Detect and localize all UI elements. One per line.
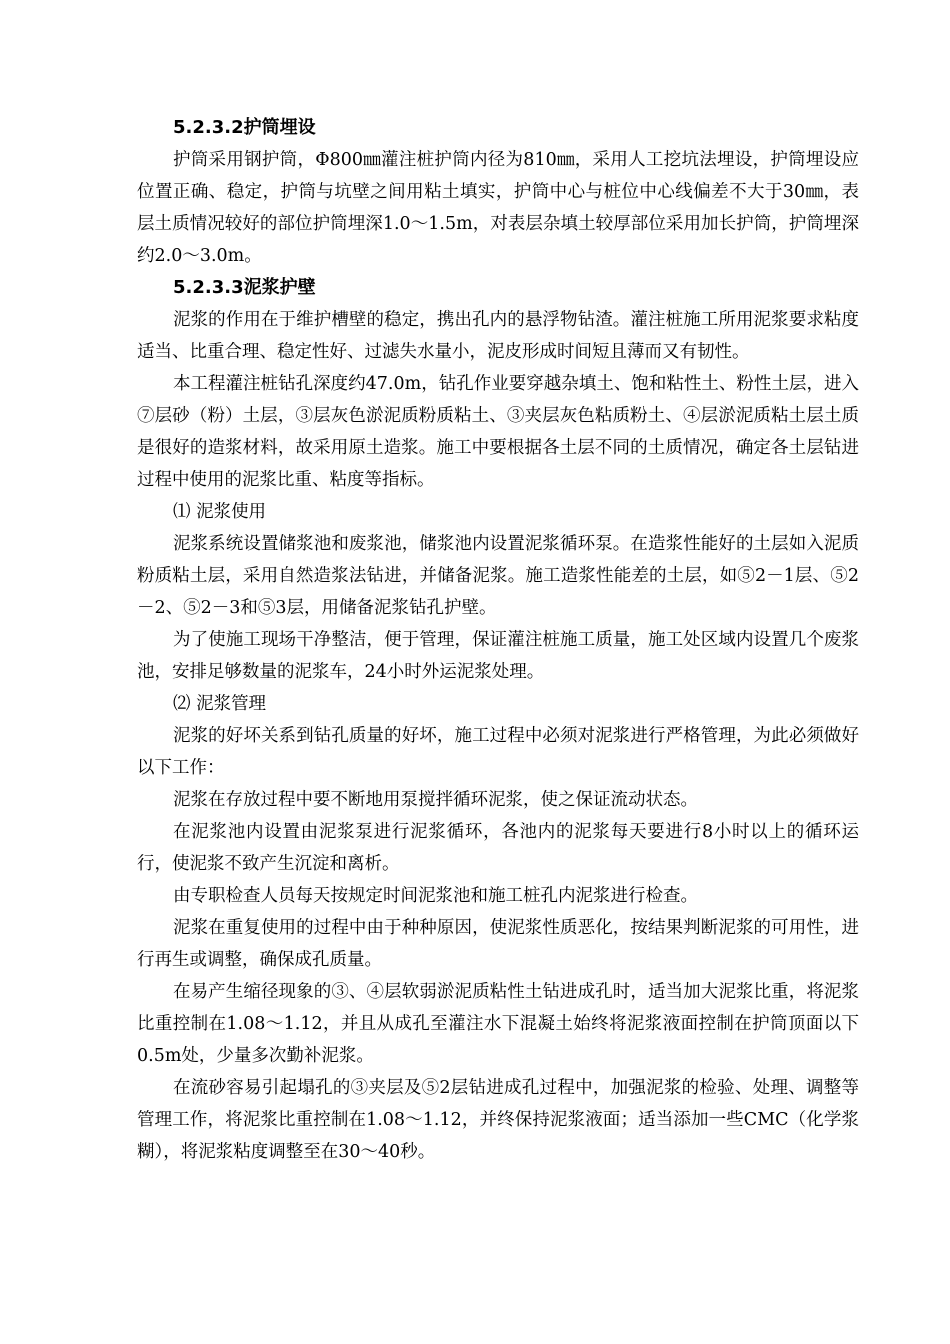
paragraph-casing-installation: 护筒采用钢护筒，Φ800㎜灌注桩护筒内径为810㎜，采用人工挖坑法埋设，护筒埋设应位置正确、稳定，护筒与坑壁之间用粘土填实，护筒中心与桩位中心线偏差不大于30㎜，表层土质情况较好的部位护筒埋深1.0～1.5m，对表层杂填土较厚部位采用加长护筒，护筒埋深约2.0～3.0m。 — [137, 150, 859, 266]
paragraph-slurry-purpose: 泥浆的作用在于维护槽壁的稳定，携出孔内的悬浮物钻渣。灌注桩施工所用泥浆要求粘度适当、比重合理、稳定性好、过滤失水量小，泥皮形成时间短且薄而又有韧性。 — [137, 310, 859, 362]
paragraph-project-drilling: 本工程灌注桩钻孔深度约47.0m，钻孔作业要穿越杂填土、饱和粘性土、粉性土层，进入⑦层砂（粉）土层，③层灰色淤泥质粉质粘土、③夹层灰色粘质粉土、④层淤泥质粘土层土质是很好的造浆材料，故采用原土造浆。施工中要根据各土层不同的土质情况，确定各土层钻进过程中使用的泥浆比重、粘度等指标。 — [137, 374, 859, 490]
paragraph-inspection: 由专职检查人员每天按规定时间泥浆池和施工桩孔内泥浆进行检查。 — [173, 886, 698, 906]
subheading-slurry-use: ⑴ 泥浆使用 — [173, 502, 267, 522]
paragraph-storage-circulation: 泥浆在存放过程中要不断地用泵搅拌循环泥浆，使之保证流动状态。 — [173, 790, 698, 810]
paragraph-necking-layers: 在易产生缩径现象的③、④层软弱淤泥质粘性土钻进成孔时，适当加大泥浆比重，将泥浆比重控制在1.08～1.12，并且从成孔至灌注水下混凝土始终将泥浆液面控制在护筒顶面以下0.5m处，少量多次勤补泥浆。 — [137, 982, 859, 1066]
paragraph-pool-circulation: 在泥浆池内设置由泥浆泵进行泥浆循环，各池内的泥浆每天要进行8小时以上的循环运行，使泥浆不致产生沉淀和离析。 — [137, 822, 859, 874]
section-heading-5-2-3-3: 5.2.3.3泥浆护壁 — [173, 277, 316, 298]
paragraph-site-cleanliness: 为了使施工现场干净整洁，便于管理，保证灌注桩施工质量，施工处区域内设置几个废浆池，安排足够数量的泥浆车，24小时外运泥浆处理。 — [137, 630, 859, 682]
paragraph-slurry-system: 泥浆系统设置储浆池和废浆池，储浆池内设置泥浆循环泵。在造浆性能好的土层如入泥质粉质粘土层，采用自然造浆法钻进，并储备泥浆。施工造浆性能差的土层，如⑤2－1层、⑤2－2、⑤2－3和⑤3层，用储备泥浆钻孔护壁。 — [137, 534, 859, 618]
paragraph-reuse: 泥浆在重复使用的过程中由于种种原因，使泥浆性质恶化，按结果判断泥浆的可用性，进行再生或调整，确保成孔质量。 — [137, 918, 859, 970]
document-body — [137, 112, 859, 1168]
subheading-slurry-management: ⑵ 泥浆管理 — [173, 694, 267, 714]
section-heading-5-2-3-2: 5.2.3.2护筒埋设 — [173, 117, 316, 138]
paragraph-management-intro: 泥浆的好坏关系到钻孔质量的好坏，施工过程中必须对泥浆进行严格管理，为此必须做好以下工作： — [137, 726, 859, 778]
paragraph-quicksand-layers: 在流砂容易引起塌孔的③夹层及⑤2层钻进成孔过程中，加强泥浆的检验、处理、调整等管理工作，将泥浆比重控制在1.08～1.12，并终保持泥浆液面；适当添加一些CMC（化学浆糊），将泥浆粘度调整至在30～40秒。 — [137, 1078, 859, 1162]
